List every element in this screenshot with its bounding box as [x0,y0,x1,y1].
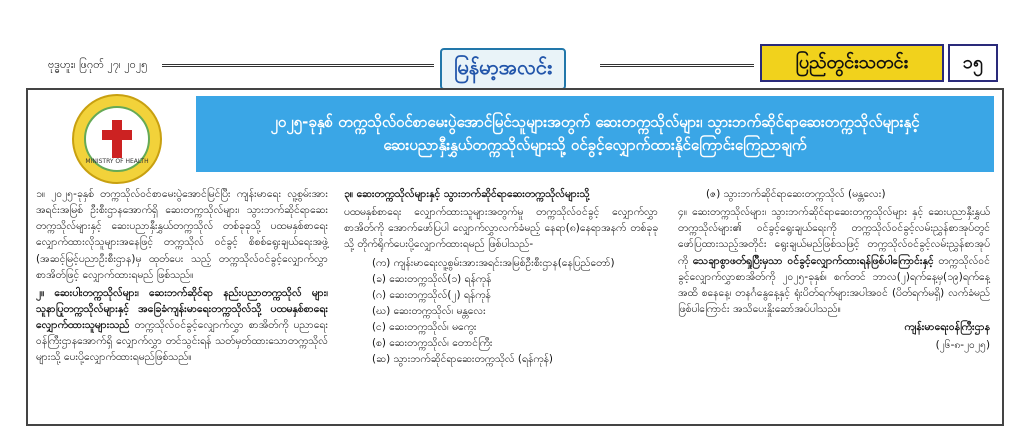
signature-date: (၂၆-၈-၂၀၂၅) [935,339,990,352]
column-3 [678,186,990,355]
list-item: (က) ကျန်းမာရေးလူ့စွမ်းအားအရင်းအမြစ်ဦးစီးဌာန(နေပြည်တော်) [372,256,615,269]
paragraph-4-text: ၄။ ဆေးတက္ကသိုလ်များ၊ သွားဘက်ဆိုင်ရာဆေးတက္ကသိုလ်များ နှင့် ဆေးပညာနှီးနွှယ်တက္ကသိုလ်များ၏ ဝင်ခွင့်ရွေးချယ်ရေးကို တက္ကသိုလ်ဝင်ခွင့်လမ်းညွှန်စာအုပ်တွင် ဖော်ပြထားသည့်အတိုင်း ရွေးချယ်မည်ဖြစ်သဖြင့် တက္ကသိုလ်ဝင်ခွင့်လမ်းညွှန်စာအုပ်ကို [678,206,990,267]
paragraph-1: ၁။ ၂၀၂၅-ခုနှစ် တက္ကသိုလ်ဝင်စာမေးပွဲအောင်မြင်ပြီး ကျန်းမာရေး လူ့စွမ်းအားအရင်းအမြစ် ဦးစီးဌာနအောက်ရှိ ဆေးတက္ကသိုလ်များ၊ သွားဘက်ဆိုင်ရာဆေးတက္ကသိုလ်များနှင့် ဆေးပညာနှီးနွှယ်တက္ကသိုလ် တစ်ခုခုသို့ ပထမနှစ်စာရေးလျှောက်ထားလိုသူများအနေဖြင့် တက္ကသိုလ် ဝင်ခွင့် စိစစ်ရွေးချယ်ရေးအဖွဲ့ (အဆင့်မြင့်ပညာဦးစီးဌာန)မှ ထုတ်ပေး သည့် တက္ကသိုလ်ဝင်ခွင့်လျှောက်လွှာစာအိတ်ဖြင့် လျှောက်ထားရမည် ဖြစ်သည်။ [36,188,328,281]
paragraph-2-rest: တက္ကသိုလ်ဝင်ခွင့်လျှောက်လွှာ စာအိတ်ကို ပညာရေးဝန်ကြီးဌာနအောက်ရှိ လျှောက်လွှာ တင်သွင်းရန် သတ်မှတ်ထားသောတက္ကသိုလ်များသို့ ပေးပို့လျှောက်ထားရမည်ဖြစ်သည်။ [36,319,328,364]
paragraph-4-bold: သေချာစွာဖတ်ရှုပြီးမှသာ ဝင်ခွင့်လျှောက်ထားရန်ဖြစ်ပါကြောင်းနှင့် [692,254,934,267]
header-rule-left [162,64,434,67]
paragraph-2 [36,285,328,366]
announcement-title [196,96,994,172]
list-item: (ဂ) ဆေးတက္ကသိုလ်(၂) ရန်ကုန် [372,288,491,301]
column-2 [344,186,658,367]
title-line-1: ၂၀၂၅-ခုနှစ် တက္ကသိုလ်ဝင်စာမေးပွဲအောင်မြင်သူများအတွက် ဆေးတက္ကသိုလ်များ၊ သွားဘက်ဆိုင်ရာဆေးတက္ကသိုလ်များနှင့် [270,112,920,131]
ministry-of-health-emblem [72,94,162,184]
list-item: (ခ) ဆေးတက္ကသိုလ်(၁) ရန်ကုန် [372,272,492,285]
paragraph-3-heading: ၃။ ဆေးတက္ကသိုလ်များနှင့် သွားဘက်ဆိုင်ရာဆေးတက္ကသိုလ်များသို့ [344,188,590,200]
page-number: ၁၅ [948,44,998,82]
emblem-cross-horizontal [102,130,132,140]
list-item: (စ) ဆေးတက္ကသိုလ်၊ တောင်ကြီး [372,337,493,350]
announcement-box [26,88,1004,426]
paragraph-2-bold: ၂။ ဆေးပါးတက္ကသိုလ်များ၊ ဆေးဘက်ဆိုင်ရာ နည်းပညာတက္ကသိုလ် များ၊ သူနာပြုတက္ကသိုလ်များနှင့် အခြေခံကျန်းမာရေးတက္ကသိုလ်သို့ ပထမနှစ်စာရေးလျှောက်ထားသူများသည် [36,286,328,331]
paragraph-3: ပထမနှစ်စာရေး လျှောက်ထားသူများအတွက်မှု တက္ကသိုလ်ဝင်ခွင့် လျှောက်လွှာစာအိတ်ကို အောက်ဖော်ပြပါ လျှောက်လွှာလက်ခံမည့် နေရာ(၈)နေရာအနက် တစ်ခုခုသို့ တိုက်ရိုက်ပေးပို့လျှောက်ထားရမည် ဖြစ်ပါသည်- [344,206,658,251]
newspaper-header [0,0,1024,86]
section-label: ပြည်တွင်းသတင်း [760,44,944,82]
newspaper-name: မြန်မာ့အလင်း [440,48,566,90]
paragraph-4-rest: တက္ကသိုလ်ဝင်ခွင့်လျှောက်လွှာစာအိတ်ကို ၂၀၂၅-ခုနှစ်၊ စက်တင် ဘာလ(၂)ရက်နေ့မှ(၁၉)ရက်နေ့အထိ စနေနေ့၊ တနင်္ဂနွေနေ့နှင့် ရုံးပိတ်ရက်များအပါအဝင် (ပိတ်ရက်မရှိ) လက်ခံမည်ဖြစ်ပါကြောင်း အသိပေးနှိုးဆော်အပ်ပါသည်။ [678,254,990,315]
submission-locations [372,255,658,368]
column-1 [36,186,328,367]
list-item: (ဃ) ဆေးတက္ကသိုလ်၊ မန္တလေး [372,304,486,317]
signature-ministry: ကျန်းမာရေးဝန်ကြီးဌာန [904,321,990,333]
paragraph-4 [678,204,990,317]
list-item: (ဇ) သွားဘက်ဆိုင်ရာဆေးတက္ကသိုလ် (မန္တလေး) [706,188,886,200]
header-rule-right [600,64,754,67]
list-item: (င) ဆေးတက္ကသိုလ်၊ မကွေး [372,321,477,333]
issue-date: ဗုဒ္ဓဟူး၊ ဖြဂုတ် ၂၇၊ ၂၀၂၅ [48,58,148,71]
emblem-caption: MINISTRY OF HEALTH [85,158,149,165]
title-line-2: ဆေးပညာနှီးနွှယ်တက္ကသိုလ်များသို့ ဝင်ခွင့်လျှောက်ထားနိုင်ကြောင်းကြေညာချက် [383,136,807,154]
list-item: (ဆ) သွားဘက်ဆိုင်ရာဆေးတက္ကသိုလ် (ရန်ကုန်) [372,353,553,366]
